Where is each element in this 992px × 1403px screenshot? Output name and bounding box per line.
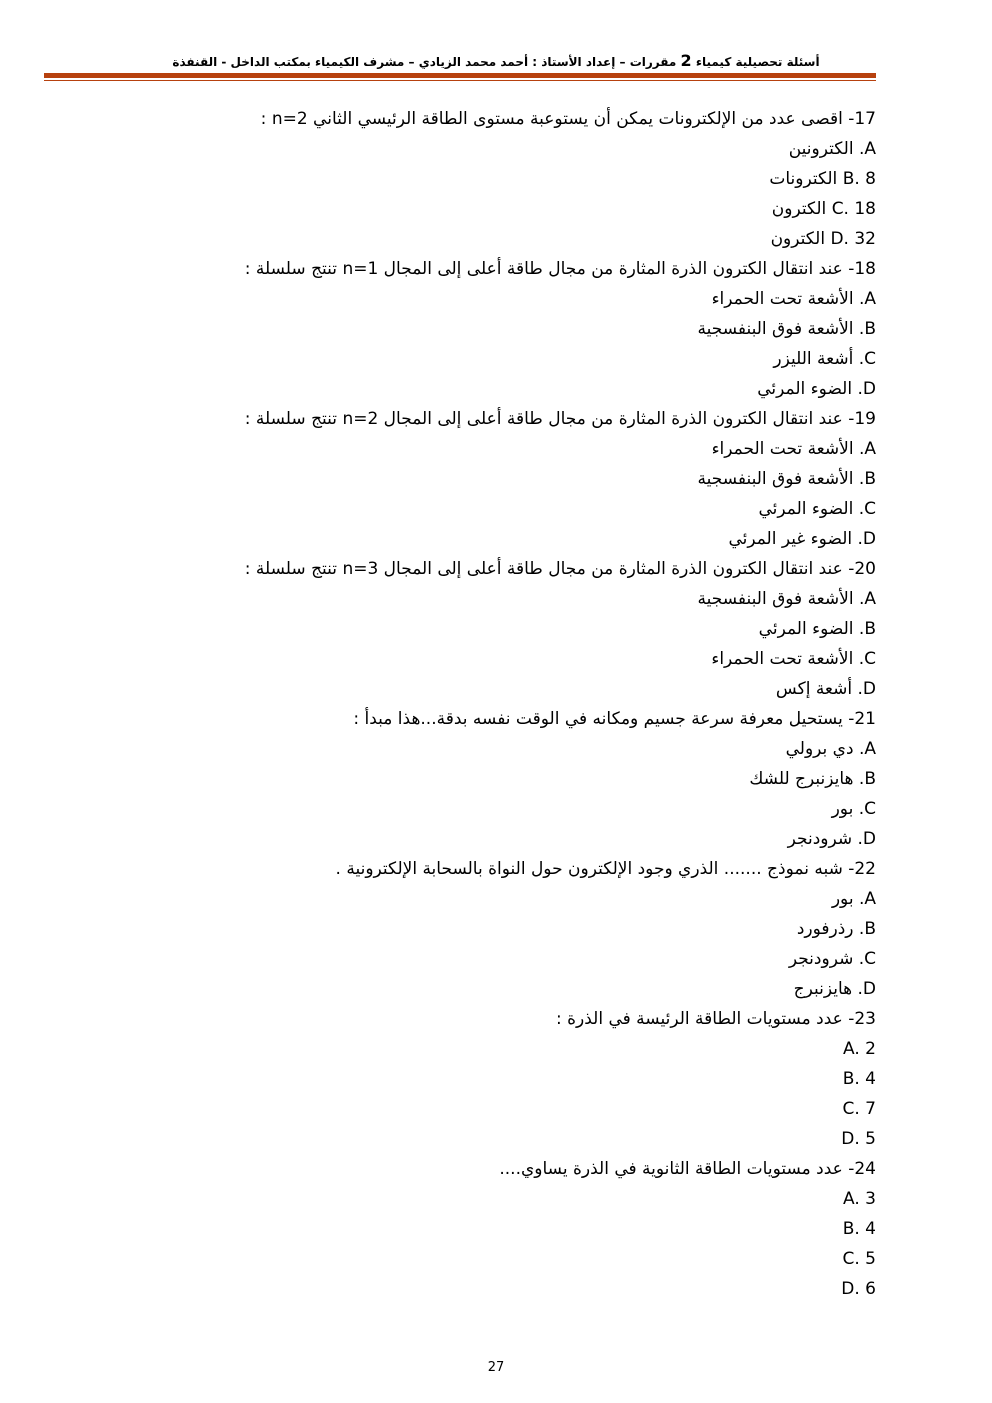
question-24: 24- عدد مستويات الطاقة الثانوية في الذرة يساوي.... <box>499 1159 876 1179</box>
question-21-option-d: D. شرودنجر <box>787 829 876 849</box>
question-18: 18- عند انتقال الكترون الذرة المثارة من مجال طاقة أعلى إلى المجال n=1 تنتج سلسلة : <box>244 259 876 279</box>
question-24-option-c: C. 5 <box>842 1249 876 1269</box>
question-20: 20- عند انتقال الكترون الذرة المثارة من مجال طاقة أعلى إلى المجال n=3 تنتج سلسلة : <box>244 559 876 579</box>
question-18-option-c: C. أشعة الليزر <box>773 349 876 369</box>
question-22-option-d: D. هايزنبرج <box>793 979 876 999</box>
question-21-option-b: B. هايزنبرج للشك <box>749 769 876 789</box>
questions-list <box>106 104 876 1304</box>
question-17-option-d: D. 32 الكترون <box>770 229 876 249</box>
question-17-option-a: A. الكترونين <box>788 139 876 159</box>
header-course-number: 2 <box>680 51 692 70</box>
header-rule-thin <box>44 80 876 81</box>
question-20-option-a: A. الأشعة فوق البنفسجية <box>697 589 876 609</box>
header-rule-thick <box>44 73 876 78</box>
question-22: 22- شبه نموذج ....... الذري وجود الإلكترون حول النواة بالسحابة الإلكترونية . <box>335 859 876 879</box>
question-21: 21- يستحيل معرفة سرعة جسيم ومكانه في الوقت نفسه بدقة...هذا مبدأ : <box>353 709 876 729</box>
question-20-option-b: B. الضوء المرئي <box>758 619 876 639</box>
question-17: 17- اقصى عدد من الإلكترونات يمكن أن يستوعبة مستوى الطاقة الرئيسي الثاني n=2 : <box>260 109 876 129</box>
question-19-option-b: B. الأشعة فوق البنفسجية <box>697 469 876 489</box>
question-17-option-b: B. 8 الكترونات <box>769 169 876 189</box>
question-21-option-c: C. بور <box>831 799 876 819</box>
question-19-option-a: A. الأشعة تحت الحمراء <box>711 439 876 459</box>
question-23-option-c: C. 7 <box>842 1099 876 1119</box>
question-21-option-a: A. دي برولي <box>785 739 876 759</box>
page-number: 27 <box>487 1360 505 1375</box>
question-24-option-d: D. 6 <box>841 1279 876 1299</box>
question-22-option-a: A. بور <box>831 889 876 909</box>
question-23-option-a: A. 2 <box>843 1039 876 1059</box>
question-24-option-a: A. 3 <box>843 1189 876 1209</box>
question-24-option-b: B. 4 <box>842 1219 876 1239</box>
question-22-option-b: B. رذرفورد <box>796 919 876 939</box>
page-header <box>40 52 952 71</box>
question-22-option-c: C. شرودنجر <box>788 949 876 969</box>
question-23: 23- عدد مستويات الطاقة الرئيسة في الذرة : <box>556 1009 876 1029</box>
header-text-part2: مقررات – إعداد الأستاذ : أحمد محمد الزيادي – مشرف الكيمياء بمكتب الداخل - القنفذة <box>172 55 677 69</box>
question-23-option-d: D. 5 <box>841 1129 876 1149</box>
question-18-option-b: B. الأشعة فوق البنفسجية <box>697 319 876 339</box>
question-17-option-c: C. 18 الكترون <box>771 199 876 219</box>
question-18-option-d: D. الضوء المرئي <box>757 379 876 399</box>
question-19-option-d: D. الضوء غير المرئي <box>728 529 876 549</box>
question-23-option-b: B. 4 <box>842 1069 876 1089</box>
question-18-option-a: A. الأشعة تحت الحمراء <box>711 289 876 309</box>
question-20-option-c: C. الأشعة تحت الحمراء <box>711 649 876 669</box>
question-19-option-c: C. الضوء المرئي <box>758 499 876 519</box>
header-text-part1: أسئلة تحصيلية كيمياء <box>695 55 820 69</box>
question-20-option-d: D. أشعة إكس <box>775 679 876 699</box>
question-19: 19- عند انتقال الكترون الذرة المثارة من مجال طاقة أعلى إلى المجال n=2 تنتج سلسلة : <box>244 409 876 429</box>
